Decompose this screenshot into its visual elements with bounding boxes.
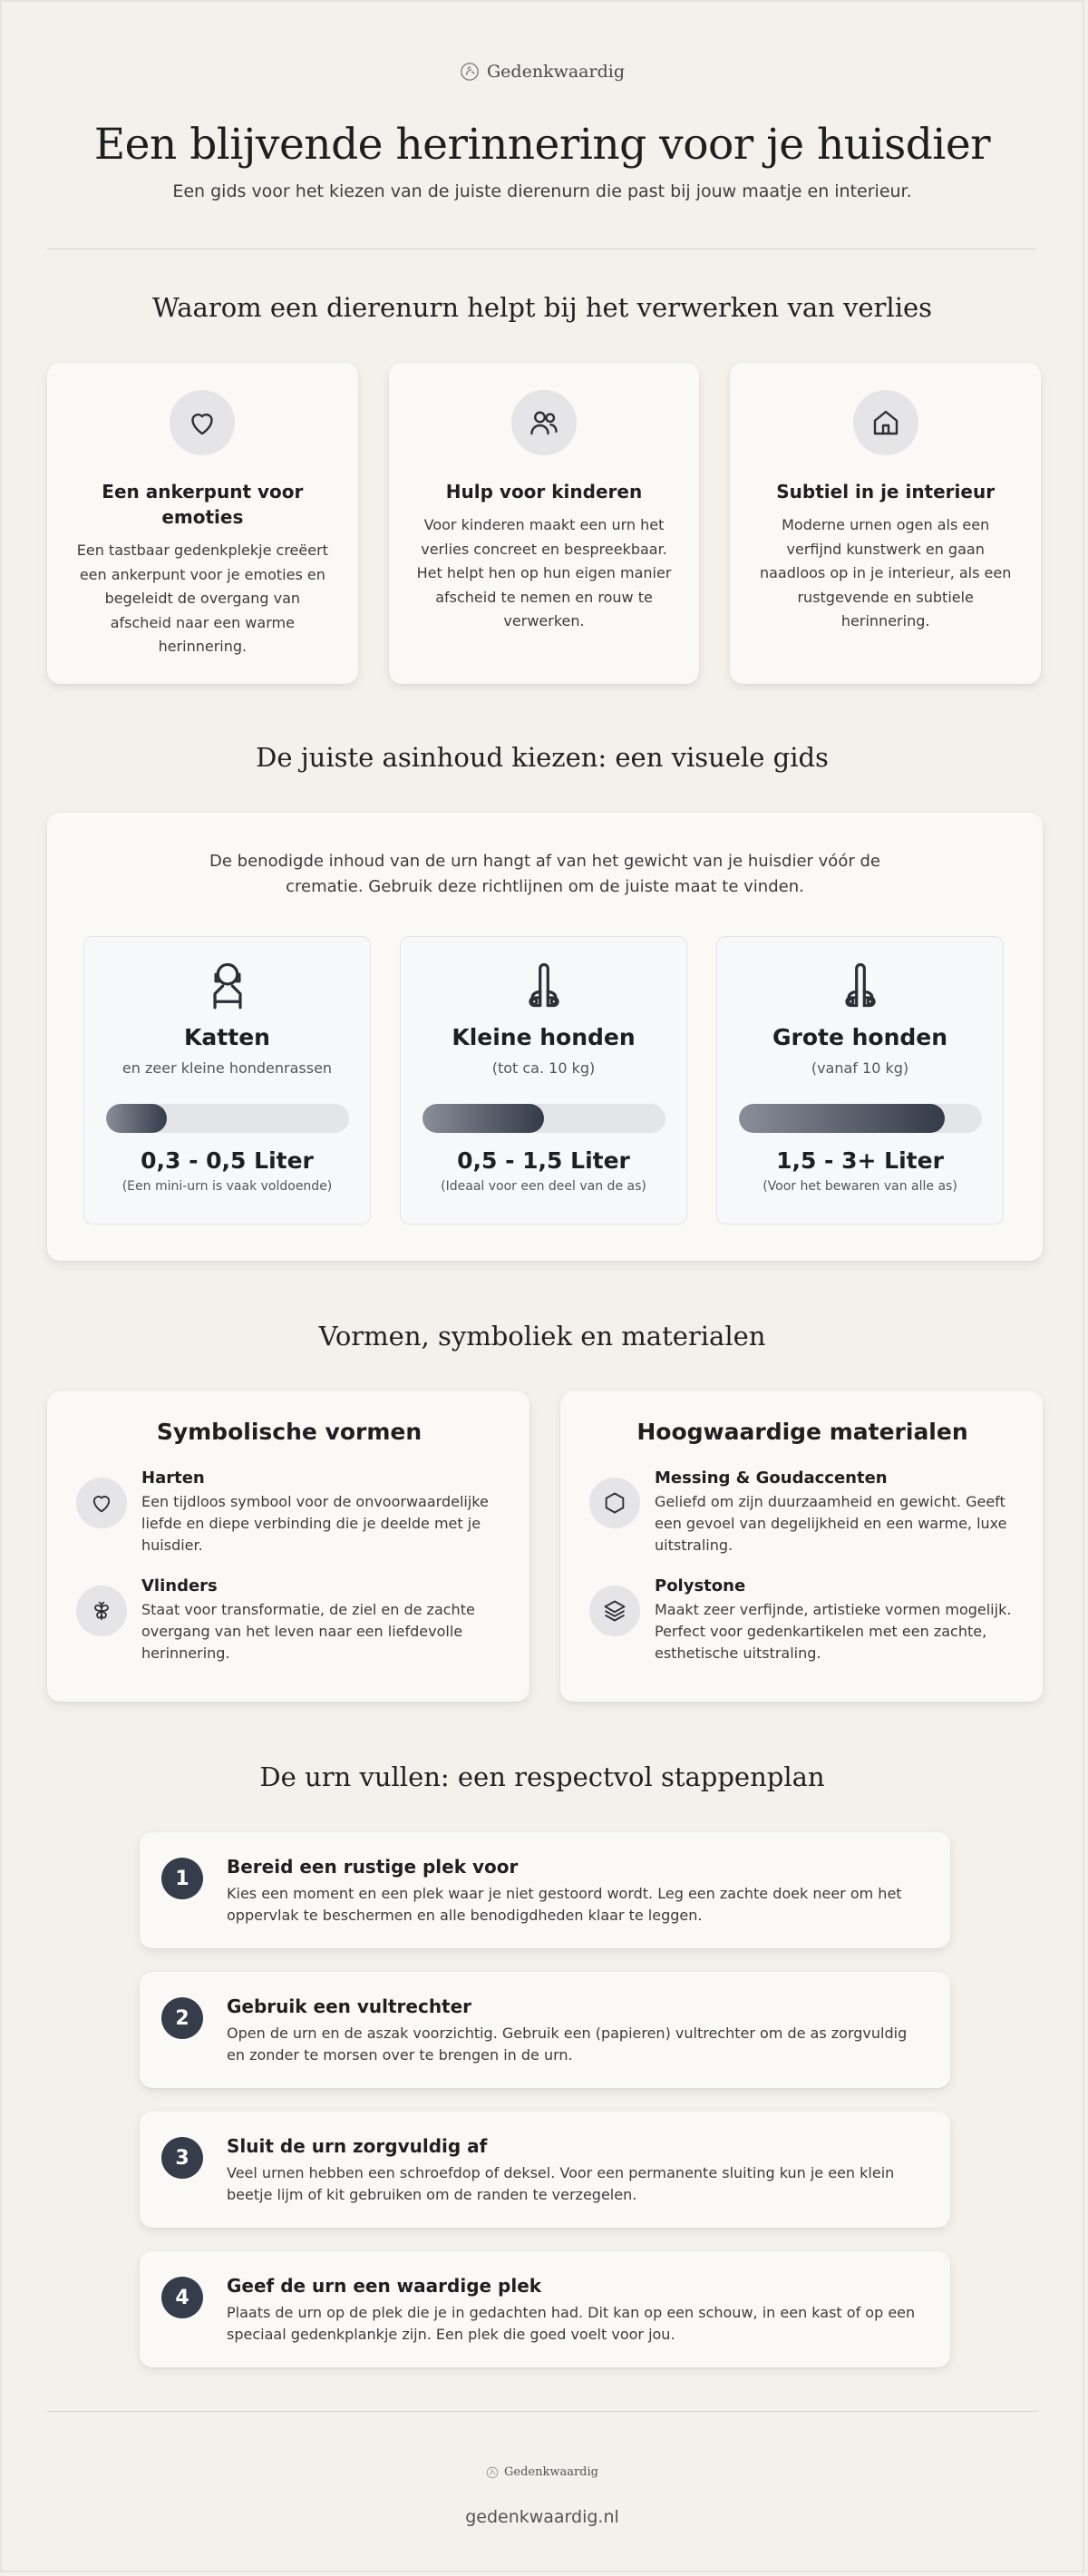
volume-item-small-dogs	[400, 936, 687, 1225]
heart-icon	[170, 390, 235, 455]
step-item	[140, 1832, 950, 1948]
volume-amount: 0,3 - 0,5 Liter	[141, 1147, 314, 1174]
why-card-text: Voor kinderen maakt een urn het verlies concreet en bespreekbaar. Het helpt hen op hun eigen manier afscheid te nemen en rouw te verwerken.	[416, 516, 672, 629]
step-text: Veel urnen hebben een schroefdop of deksel. Voor een permanente sluiting kun je een klein beetje lijm of kit gebruiken om de randen te verzegelen.	[227, 2164, 895, 2203]
volume-item-title: Kleine honden	[452, 1024, 636, 1050]
volume-item-sub: (vanaf 10 kg)	[811, 1059, 909, 1077]
step-item	[140, 2112, 950, 2228]
butterfly-icon	[76, 1586, 127, 1636]
material-item-title: Polystone	[655, 1576, 746, 1595]
dog-icon	[837, 959, 884, 1011]
symbolic-shapes-title: Symbolische vormen	[156, 1419, 423, 1445]
why-card-children	[389, 363, 700, 684]
shape-item-hearts	[76, 1469, 502, 1556]
material-item-text: Maakt zeer verfijnde, artistieke vormen mogelijk. Perfect voor gedenkartikelen met een zachte, esthetische uitstraling.	[655, 1601, 1012, 1662]
volume-bar-fill	[423, 1104, 544, 1133]
header-brand[interactable]	[2, 62, 1083, 82]
materials-title: Hoogwaardige materialen	[636, 1419, 968, 1445]
shape-item-title: Vlinders	[141, 1576, 218, 1595]
volume-note: (Voor het bewaren van alle as)	[763, 1179, 957, 1194]
volume-amount: 0,5 - 1,5 Liter	[457, 1147, 630, 1174]
step-item	[140, 2251, 950, 2367]
pet-logo-icon	[460, 62, 480, 82]
volume-amount: 1,5 - 3+ Liter	[776, 1147, 944, 1174]
heart-icon	[76, 1478, 127, 1528]
page-title: Een blijvende herinnering voor je huisdier	[93, 120, 991, 170]
why-card-text: Een tastbaar gedenkplekje creëert een ankerpunt voor je emoties en begeleidt de overgang van afscheid naar een warme herinnering.	[76, 542, 328, 655]
volume-bar	[106, 1104, 349, 1133]
volume-item-sub: (tot ca. 10 kg)	[491, 1059, 596, 1077]
volume-bar-fill	[106, 1104, 167, 1133]
volume-note: (Een mini-urn is vaak voldoende)	[121, 1179, 333, 1194]
material-item-brass	[589, 1469, 1015, 1556]
layers-icon	[589, 1586, 640, 1636]
volume-note: (Ideaal voor een deel van de as)	[441, 1179, 646, 1194]
volume-bar-fill	[739, 1104, 946, 1133]
material-item-title: Messing & Goudaccenten	[655, 1469, 888, 1488]
shape-item-butterflies	[76, 1576, 502, 1664]
why-grid	[47, 363, 1041, 684]
volume-bar	[423, 1104, 665, 1133]
steps-list	[140, 1832, 950, 2391]
volume-item-sub: en zeer kleine hondenrassen	[121, 1059, 333, 1077]
why-card-title: Hulp voor kinderen	[445, 481, 643, 503]
volume-item-large-dogs	[716, 936, 1004, 1225]
footer-brand-name: Gedenkwaardig	[504, 2465, 598, 2479]
footer-url-link[interactable]: gedenkwaardig.nl	[465, 2507, 619, 2527]
volume-intro: De benodigde inhoud van de urn hangt af van het gewicht van je huisdier vóór de crematie. Gebruik deze richtlijnen om de juiste maat te vinden.	[209, 852, 880, 896]
shape-item-text: Staat voor transformatie, de ziel en de zachte overgang van het leven naar een liefdevolle herinnering.	[141, 1601, 475, 1662]
pet-logo-icon	[486, 2466, 499, 2479]
dog-icon	[520, 959, 568, 1011]
why-card-text: Moderne urnen ogen als een verfijnd kunstwerk en gaan naadloos op in je interieur, als een rustgevende en subtiele herinnering.	[759, 516, 1012, 629]
why-card-title: Een ankerpunt voor emoties	[102, 481, 304, 528]
shapes-heading: Vormen, symboliek en materialen	[318, 1321, 766, 1351]
step-text: Plaats de urn op de plek die je in gedachten had. Dit kan op een schouw, in een kast of op een speciaal gedenkplankje zijn. Een plek die goed voelt voor jou.	[227, 2304, 916, 2343]
materials-card	[560, 1391, 1043, 1702]
step-number: 3	[161, 2137, 203, 2179]
step-title: Geef de urn een waardige plek	[227, 2275, 542, 2297]
volume-bar	[739, 1104, 982, 1133]
footer-divider	[47, 2411, 1037, 2412]
step-number: 4	[161, 2277, 203, 2318]
brand-name: Gedenkwaardig	[487, 62, 625, 82]
home-icon	[853, 390, 918, 455]
page-subtitle: Een gids voor het kiezen van de juiste dierenurn die past bij jouw maatje en interieur.	[172, 181, 912, 201]
step-text: Open de urn en de aszak voorzichtig. Gebruik een (papieren) vultrechter om de as zorgvuldig en zonder te morsen over te brengen in de urn.	[227, 2025, 908, 2064]
volume-heading: De juiste asinhoud kiezen: een visuele gids	[256, 742, 829, 773]
users-icon	[511, 390, 577, 455]
why-card-interior	[730, 363, 1041, 684]
step-number: 2	[161, 1997, 203, 2039]
why-card-emotions	[47, 363, 358, 684]
volume-grid	[83, 936, 1043, 1225]
cat-icon	[204, 959, 251, 1011]
step-item	[140, 1972, 950, 2088]
shape-item-title: Harten	[141, 1469, 205, 1488]
material-item-polystone	[589, 1576, 1015, 1664]
step-text: Kies een moment en een plek waar je niet gestoord wordt. Leg een zachte doek neer om het oppervlak te beschermen en alle benodigdheden klaar te leggen.	[227, 1885, 902, 1924]
symbolic-shapes-card	[47, 1391, 529, 1702]
volume-item-cats	[83, 936, 371, 1225]
hexagon-icon	[589, 1478, 640, 1528]
volume-card	[47, 813, 1043, 1261]
step-title: Gebruik een vultrechter	[227, 1995, 472, 2017]
volume-item-title: Grote honden	[772, 1024, 948, 1050]
step-number: 1	[161, 1858, 203, 1899]
shape-item-text: Een tijdloos symbool voor de onvoorwaardelijke liefde en diepe verbinding die je deelde met je huisdier.	[141, 1493, 489, 1554]
shapes-grid	[47, 1391, 1043, 1702]
step-title: Sluit de urn zorgvuldig af	[227, 2135, 488, 2157]
material-item-text: Geliefd om zijn duurzaamheid en gewicht. Geeft een gevoel van degelijkheid en een warme, luxe uitstraling.	[655, 1493, 1007, 1554]
volume-item-title: Katten	[184, 1024, 270, 1050]
steps-heading: De urn vullen: een respectvol stappenplan	[259, 1761, 825, 1792]
why-heading: Waarom een dierenurn helpt bij het verwerken van verlies	[151, 292, 933, 323]
why-card-title: Subtiel in je interieur	[776, 481, 996, 503]
footer-brand[interactable]	[2, 2465, 1083, 2479]
step-title: Bereid een rustige plek voor	[227, 1856, 519, 1878]
